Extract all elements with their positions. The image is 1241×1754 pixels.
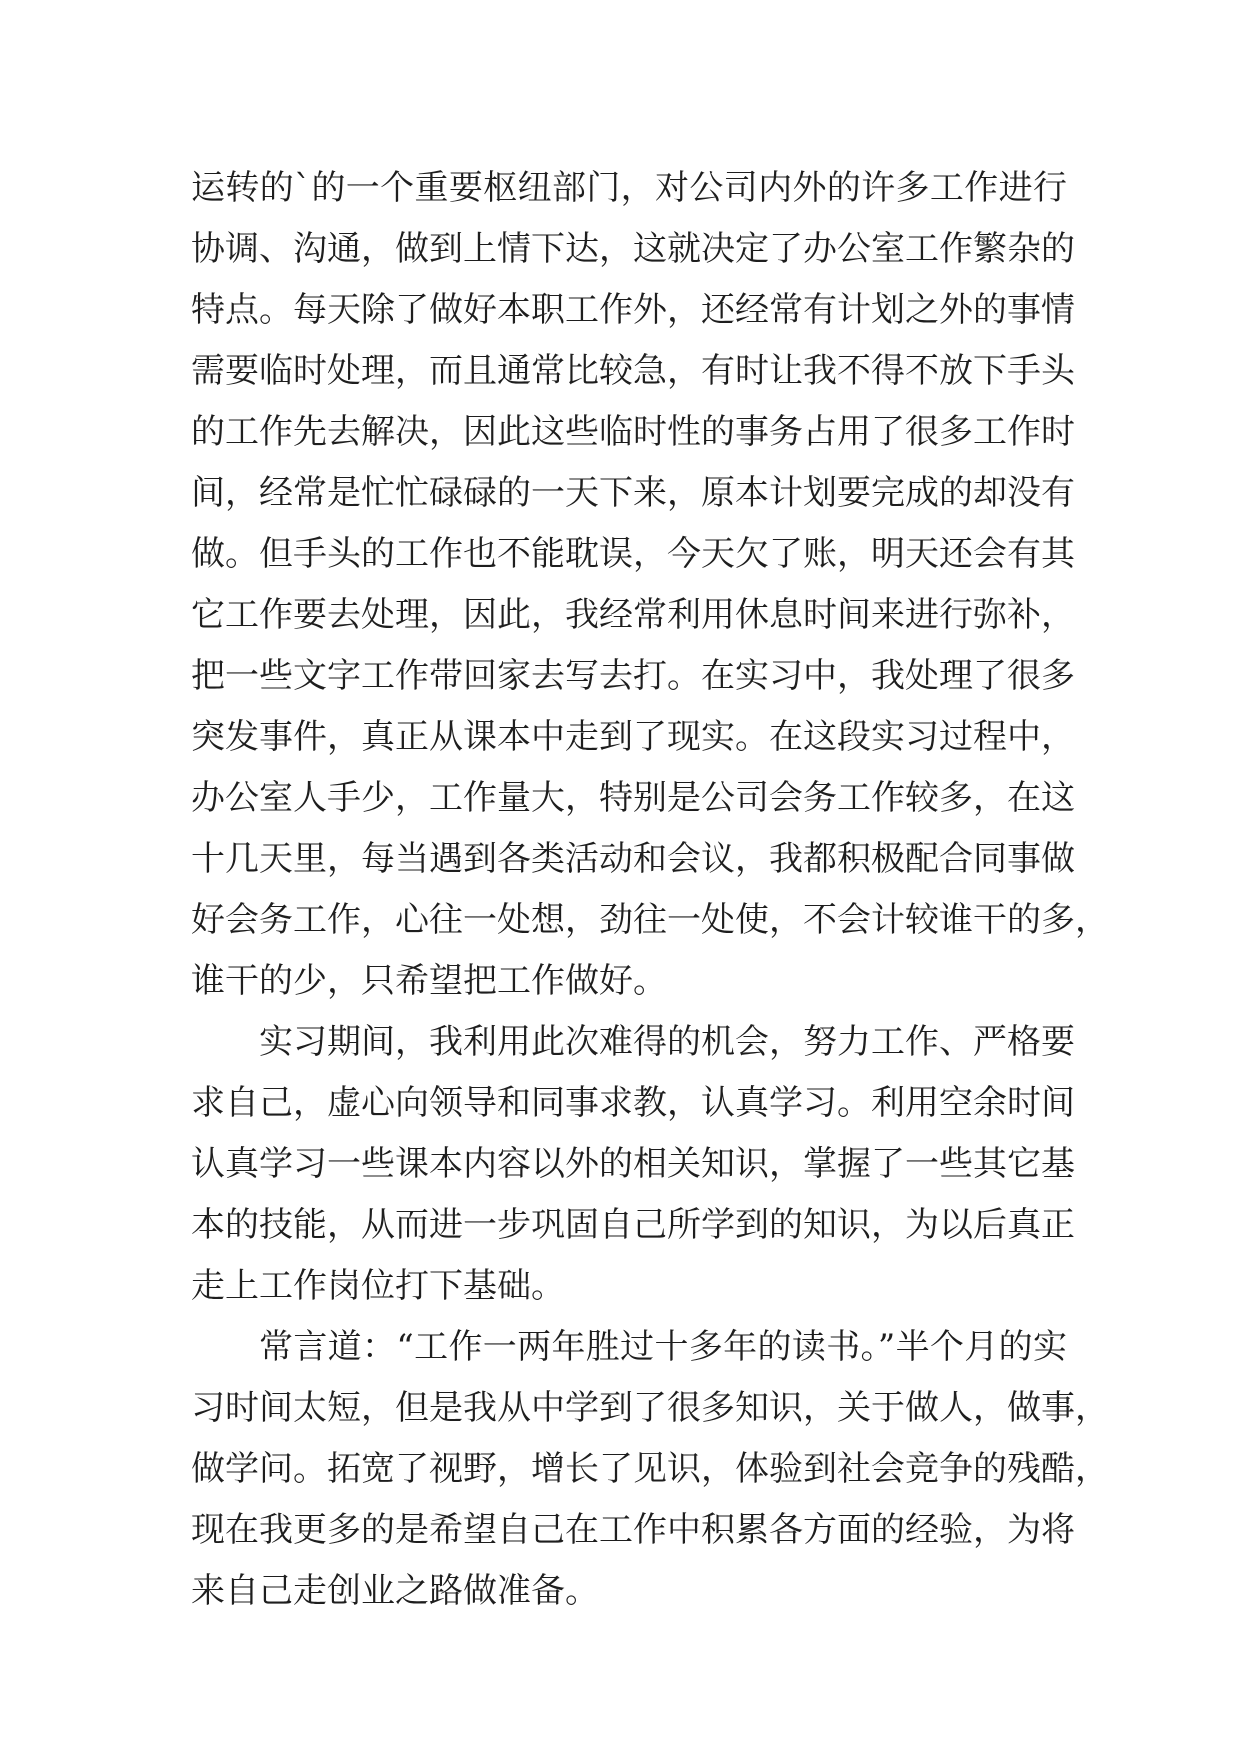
text-line: 运转的`的一个重要枢纽部门，对公司内外的许多工作进行 xyxy=(191,168,1067,208)
text-line: 办公室人手少，工作量大，特别是公司会务工作较多，在这 xyxy=(191,778,1075,818)
text-line: 把一些文字工作带回家去写去打。在实习中，我处理了很多 xyxy=(191,656,1075,696)
text-line: 谁干的少，只希望把工作做好。 xyxy=(191,961,667,1001)
paragraph-first-line: 实习期间，我利用此次难得的机会，努力工作、严格要 xyxy=(259,1022,1075,1062)
text-line: 它工作要去处理，因此，我经常利用休息时间来进行弥补， xyxy=(191,595,1075,635)
text-line: 求自己，虚心向领导和同事求教，认真学习。利用空余时间 xyxy=(191,1083,1075,1123)
text-line: 来自己走创业之路做准备。 xyxy=(191,1571,599,1611)
text-line: 间，经常是忙忙碌碌的一天下来，原本计划要完成的却没有 xyxy=(191,473,1075,513)
paragraph-first-line: 常言道：“工作一两年胜过十多年的读书。”半个月的实 xyxy=(259,1327,1067,1367)
text-line: 好会务工作，心往一处想，劲往一处使，不会计较谁干的多， xyxy=(191,900,1109,940)
text-line: 特点。每天除了做好本职工作外，还经常有计划之外的事情 xyxy=(191,290,1075,330)
text-line: 现在我更多的是希望自己在工作中积累各方面的经验，为将 xyxy=(191,1510,1075,1550)
text-line: 十几天里，每当遇到各类活动和会议，我都积极配合同事做 xyxy=(191,839,1075,879)
text-line: 做。但手头的工作也不能耽误，今天欠了账，明天还会有其 xyxy=(191,534,1075,574)
text-line: 本的技能，从而进一步巩固自己所学到的知识，为以后真正 xyxy=(191,1205,1075,1245)
text-line: 协调、沟通，做到上情下达，这就决定了办公室工作繁杂的 xyxy=(191,229,1075,269)
text-line: 需要临时处理，而且通常比较急，有时让我不得不放下手头 xyxy=(191,351,1075,391)
text-line: 习时间太短，但是我从中学到了很多知识，关于做人，做事， xyxy=(191,1388,1109,1428)
text-line: 突发事件，真正从课本中走到了现实。在这段实习过程中， xyxy=(191,717,1075,757)
text-line: 做学问。拓宽了视野，增长了见识，体验到社会竞争的残酷， xyxy=(191,1449,1109,1489)
text-line: 认真学习一些课本内容以外的相关知识，掌握了一些其它基 xyxy=(191,1144,1075,1184)
text-line: 走上工作岗位打下基础。 xyxy=(191,1266,565,1306)
text-line: 的工作先去解决，因此这些临时性的事务占用了很多工作时 xyxy=(191,412,1075,452)
body-text xyxy=(191,158,1109,1622)
